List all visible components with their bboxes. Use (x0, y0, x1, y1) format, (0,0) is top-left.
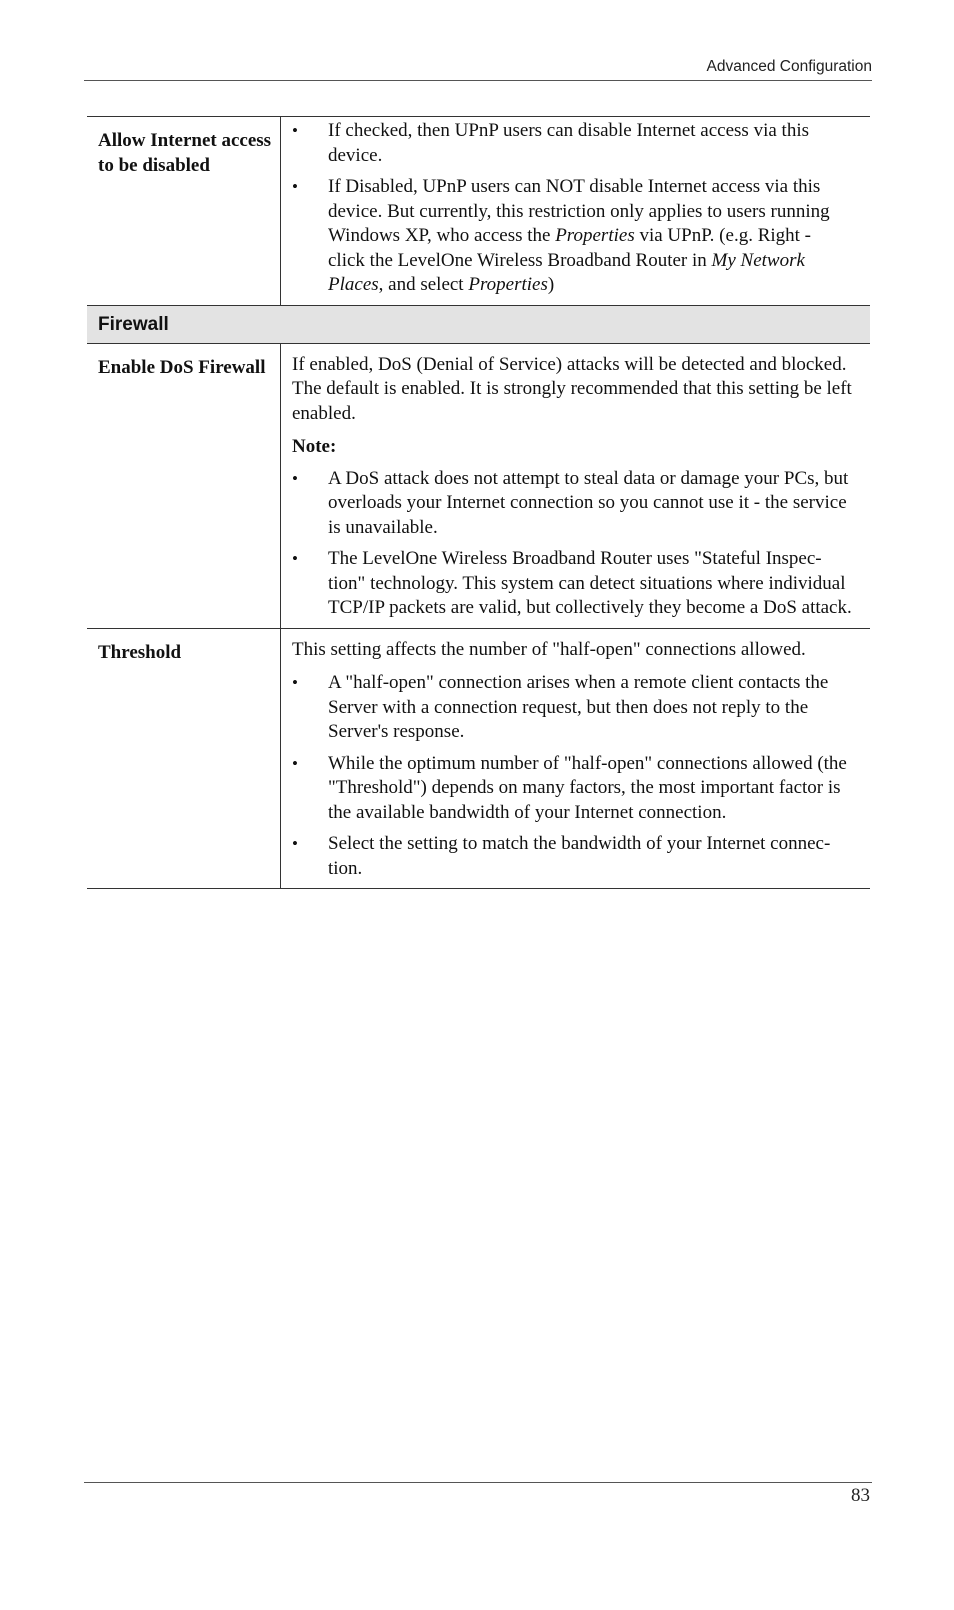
bullet-text: , and select (378, 274, 469, 295)
row-label: Threshold (87, 628, 281, 889)
bullet-list (292, 119, 852, 298)
bullet-icon: • (292, 121, 298, 140)
list-item (292, 752, 852, 826)
bullet-icon: • (292, 549, 298, 568)
bullet-text: Select the setting to match the bandwidth of your Internet connec-tion. (328, 833, 831, 879)
list-item (292, 832, 852, 881)
bullet-text: A DoS attack does not attempt to steal data or damage your PCs, but overloads your Internet connection so you cannot use it - the service is unavailable. (328, 467, 849, 538)
table-row-threshold (87, 628, 870, 889)
bullet-text: While the optimum number of "half-open" connections allowed (the "Threshold") depends on many factors, the most important factor is the available bandwidth of your Internet connection. (328, 752, 847, 823)
list-item (292, 467, 852, 541)
row-content (281, 343, 871, 628)
settings-table (87, 116, 870, 889)
table-row-allow-internet (87, 117, 870, 306)
row-label: Allow Internet access to be disabled (87, 117, 281, 306)
list-item (292, 671, 852, 745)
bullet-icon: • (292, 673, 298, 692)
bullet-text: A "half-open" connection arises when a remote client contacts the Server with a connection request, but then does not reply to the Server's response. (328, 672, 829, 742)
description-text: This setting affects the number of "half-open" connections allowed. (292, 638, 806, 660)
emphasis-text: Properties (555, 225, 635, 246)
bullet-text: The LevelOne Wireless Broadband Router uses "Stateful Inspec-tion" technology. This system can detect situations where individual TCP/IP packets are valid, but collectively they become a DoS attack. (328, 548, 852, 618)
page-number: 83 (851, 1485, 870, 1506)
list-item (292, 119, 852, 168)
bullet-icon: • (292, 834, 298, 853)
note-label: Note: (292, 436, 337, 457)
bullet-text: ) (547, 274, 555, 295)
bullet-icon: • (292, 468, 298, 488)
row-content (281, 628, 871, 889)
list-item (292, 175, 852, 298)
list-item (292, 547, 852, 621)
bullet-icon: • (292, 753, 298, 773)
row-label: Enable DoS Firewall (87, 343, 281, 628)
bullet-list (292, 467, 852, 621)
emphasis-text: Properties (468, 274, 548, 295)
section-title: Firewall (87, 305, 870, 343)
header-divider (84, 80, 872, 81)
bullet-text: If checked, then UPnP users can disable Internet access via this device. (328, 120, 809, 166)
table-row-enable-dos (87, 343, 870, 628)
emphasis-text: My Network Places (328, 249, 805, 295)
bullet-icon: • (292, 177, 298, 196)
bullet-text: via UPnP. (e.g. Right - click the LevelOne Wireless Broadband Router in (328, 225, 811, 271)
row-content (281, 117, 871, 306)
section-header-firewall (87, 305, 870, 343)
footer-divider (84, 1482, 872, 1483)
bullet-list (292, 671, 852, 881)
description-text: If enabled, DoS (Denial of Service) attacks will be detected and blocked. The default is enabled. It is strongly recommended that this setting be left enabled. (292, 353, 852, 424)
page-header-title: Advanced Configuration (706, 58, 872, 75)
bullet-text: If Disabled, UPnP users can NOT disable Internet access via this device. But currently, this restriction only applies to users running Windows XP, who access the (328, 176, 830, 246)
